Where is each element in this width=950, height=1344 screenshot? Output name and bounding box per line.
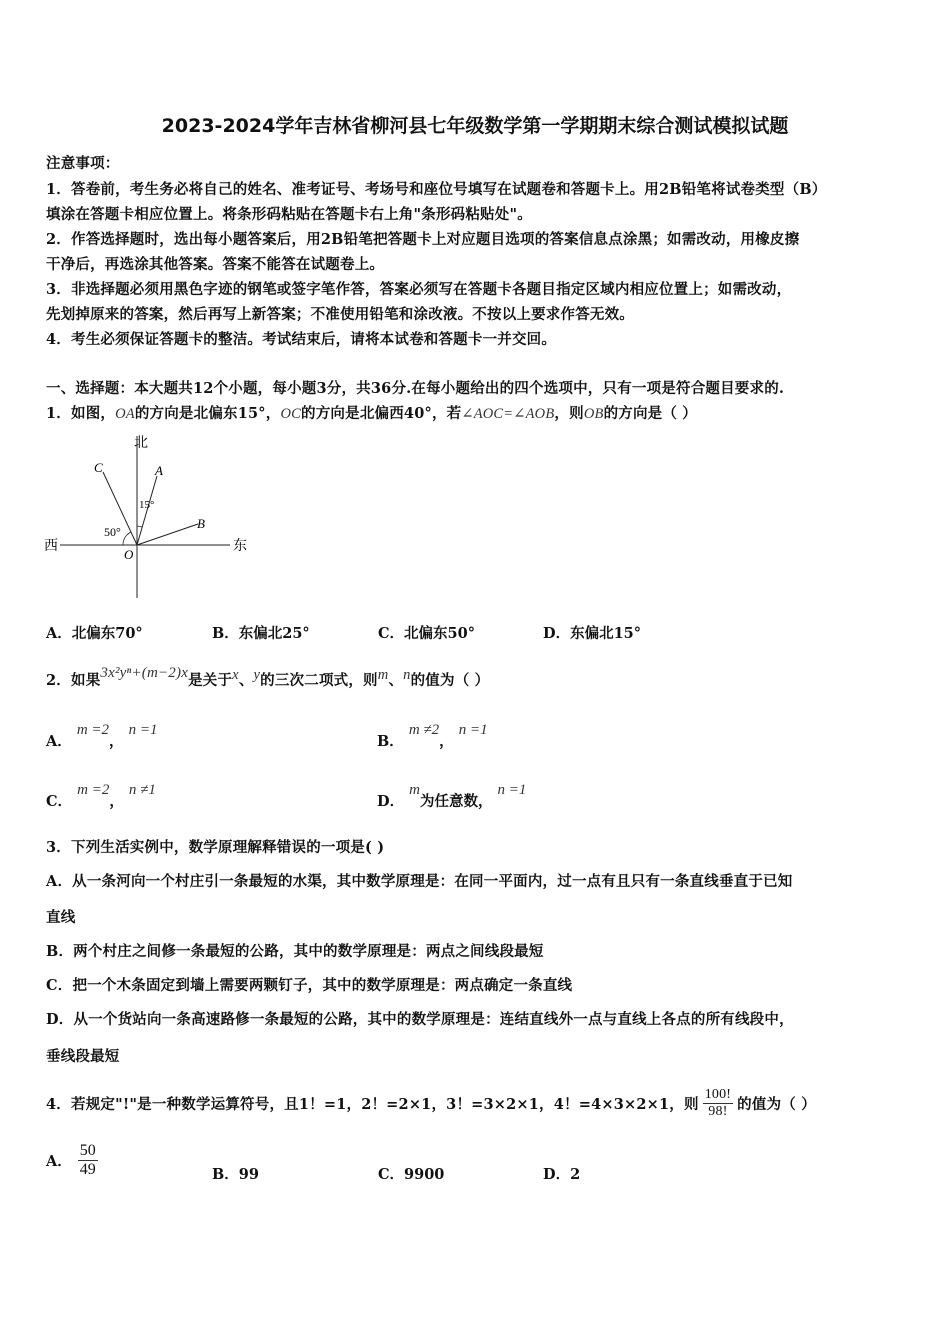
q2-var-y: y [253, 667, 261, 683]
q1-t4: 的方向是（ ） [603, 405, 698, 422]
q2-b-label: B． [377, 733, 404, 750]
question-3-stem: 3．下列生活实例中，数学原理解释错误的一项是( ) [46, 839, 385, 856]
q4-option-b[interactable]: B．99 [212, 1166, 259, 1183]
notice-line-3: 2．作答选择题时，选出每小题答案后，用2B铅笔把答题卡上对应题目选项的答案信息点涂黑；如需改动，用橡皮擦 [46, 231, 800, 248]
q4-fraction-denominator: 98! [708, 1103, 728, 1119]
label-angle-15: 15° [139, 499, 155, 511]
q4-tail: 的值为（ ） [737, 1095, 816, 1113]
notice-heading: 注意事项： [46, 155, 120, 172]
q1-option-b[interactable]: B．东偏北25° [212, 625, 310, 642]
q2-var-m: m [377, 667, 389, 683]
q2-a-label: A． [46, 733, 72, 750]
notice-line-1: 1．答卷前，考生务必将自己的姓名、准考证号、考场号和座位号填写在试题卷和答题卡上。用2B铅笔将试卷类型（B） [46, 181, 827, 198]
q4-a-numerator: 50 [79, 1141, 96, 1159]
q4-a-fraction [78, 1142, 98, 1179]
q2-t2: 的三次二项式，则 [260, 672, 378, 689]
q2-b-m: m ≠2 [408, 722, 440, 738]
notice-line-6: 先划掉原来的答案，然后再写上新答案；不准使用铅笔和涂改液。不按以上要求作答无效。 [46, 306, 634, 323]
question-4-stem [46, 1078, 816, 1128]
q2-c-n: n ≠1 [128, 782, 156, 798]
q2-d-label: D． [377, 793, 405, 810]
section-heading: 一、选择题：本大题共12个小题，每小题3分，共36分.在每小题给出的四个选项中，只有一项是符合题目要求的. [46, 380, 785, 397]
q4-stem-text: 4．若规定"!"是一种数学运算符号，且1！=1，2！=2×1，3！=3×2×1，4！=4×3×2×1，则 [46, 1095, 699, 1113]
q2-option-d[interactable] [377, 782, 527, 811]
q2-d-n: n =1 [497, 782, 527, 798]
question-2-stem [46, 665, 490, 690]
q1-oa: OA [115, 406, 135, 422]
notice-line-5: 3．非选择题必须用黑色字迹的钢笔或签字笔作答，答案必须写在答题卡各题目指定区域内相应位置上；如需改动， [46, 281, 792, 298]
q3-option-d-line2[interactable]: 垂线段最短 [46, 1048, 120, 1065]
q4-a-denominator: 49 [79, 1160, 96, 1178]
compass-figure [40, 428, 260, 603]
q1-t1: 的方向是北偏东15°， [134, 405, 281, 422]
q1-oc: OC [280, 406, 302, 422]
q2-t3: 的值为（ ） [410, 672, 490, 689]
q3-option-c[interactable]: C．把一个木条固定到墙上需要两颗钉子，其中的数学原理是：两点确定一条直线 [46, 977, 573, 994]
q2-option-a[interactable] [46, 722, 158, 751]
q2-a-comma: ， [109, 733, 124, 750]
label-west: 西 [44, 539, 58, 554]
q4-option-d[interactable]: D．2 [543, 1166, 581, 1183]
label-north: 北 [134, 436, 148, 451]
q2-sep2: 、 [388, 672, 404, 689]
q2-var-x: x [232, 667, 239, 683]
notice-line-4: 干净后，再选涂其他答案。答案不能答在试题卷上。 [46, 256, 385, 273]
q1-option-d[interactable]: D．东偏北15° [543, 625, 642, 642]
q1-t3: ，则 [554, 405, 584, 422]
label-east: 东 [233, 539, 247, 554]
q4-option-c[interactable]: C．9900 [378, 1166, 445, 1183]
q2-pre: 2．如果 [46, 672, 101, 689]
label-o: O [124, 547, 134, 562]
notice-line-2: 填涂在答题卡相应位置上。将条形码粘贴在答题卡右上角"条形码粘贴处"。 [46, 206, 532, 223]
label-angle-50: 50° [104, 525, 121, 539]
q1-option-c[interactable]: C．北偏东50° [378, 625, 475, 642]
q2-c-label: C． [46, 793, 73, 810]
q1-t2: 的方向是北偏西40°，若 [301, 405, 462, 422]
ray-ob [137, 524, 198, 545]
q2-expression: 3x²yⁿ+(m−2)x [100, 665, 189, 681]
label-a: A [155, 463, 163, 478]
q3-option-d-line1[interactable]: D．从一个货站向一条高速路修一条最短的公路，其中的数学原理是：连结直线外一点与直线上各点的所有线段中， [46, 1011, 794, 1028]
q2-b-n: n =1 [458, 722, 488, 738]
q1-condition: ∠AOC=∠AOB [461, 406, 555, 422]
q2-d-text: 为任意数， [419, 793, 493, 810]
question-1-stem [46, 402, 697, 423]
q1-option-a[interactable]: A．北偏东70° [46, 625, 143, 642]
q2-a-m: m =2 [76, 722, 110, 738]
q3-option-a-line2[interactable]: 直线 [46, 909, 76, 926]
page-title: 2023-2024学年吉林省柳河县七年级数学第一学期期末综合测试模拟试题 [161, 115, 789, 137]
q4-option-a[interactable] [46, 1136, 98, 1184]
q2-a-n: n =1 [128, 722, 158, 738]
q2-sep: 、 [238, 672, 254, 689]
q2-c-comma: ， [109, 793, 124, 810]
q4-fraction [703, 1087, 733, 1120]
q2-option-c[interactable] [46, 782, 156, 811]
label-c: C [94, 460, 103, 475]
q4-fraction-numerator: 100! [704, 1086, 732, 1102]
q1-pre: 1．如图， [46, 405, 116, 422]
q2-var-n: n [403, 667, 411, 683]
q2-b-comma: ， [439, 733, 454, 750]
label-b: B [197, 516, 205, 531]
q3-option-a-line1[interactable]: A．从一条河向一个村庄引一条最短的水渠，其中数学原理是：在同一平面内，过一点有且只有一条直线垂直于已知 [46, 873, 793, 890]
q2-c-m: m =2 [77, 782, 110, 798]
angle-arc-50 [123, 532, 131, 545]
q2-t1: 是关于 [188, 672, 233, 689]
q2-d-m: m [409, 782, 420, 798]
angle-arc-15 [137, 526, 142, 527]
q3-option-b[interactable]: B．两个村庄之间修一条最短的公路，其中的数学原理是：两点之间线段最短 [46, 943, 544, 960]
q1-ob: OB [583, 406, 604, 422]
q2-option-b[interactable] [377, 722, 488, 751]
q4-a-label: A． [46, 1152, 72, 1170]
notice-line-7: 4．考生必须保证答题卡的整洁。考试结束后，请将本试卷和答题卡一并交回。 [46, 331, 557, 348]
